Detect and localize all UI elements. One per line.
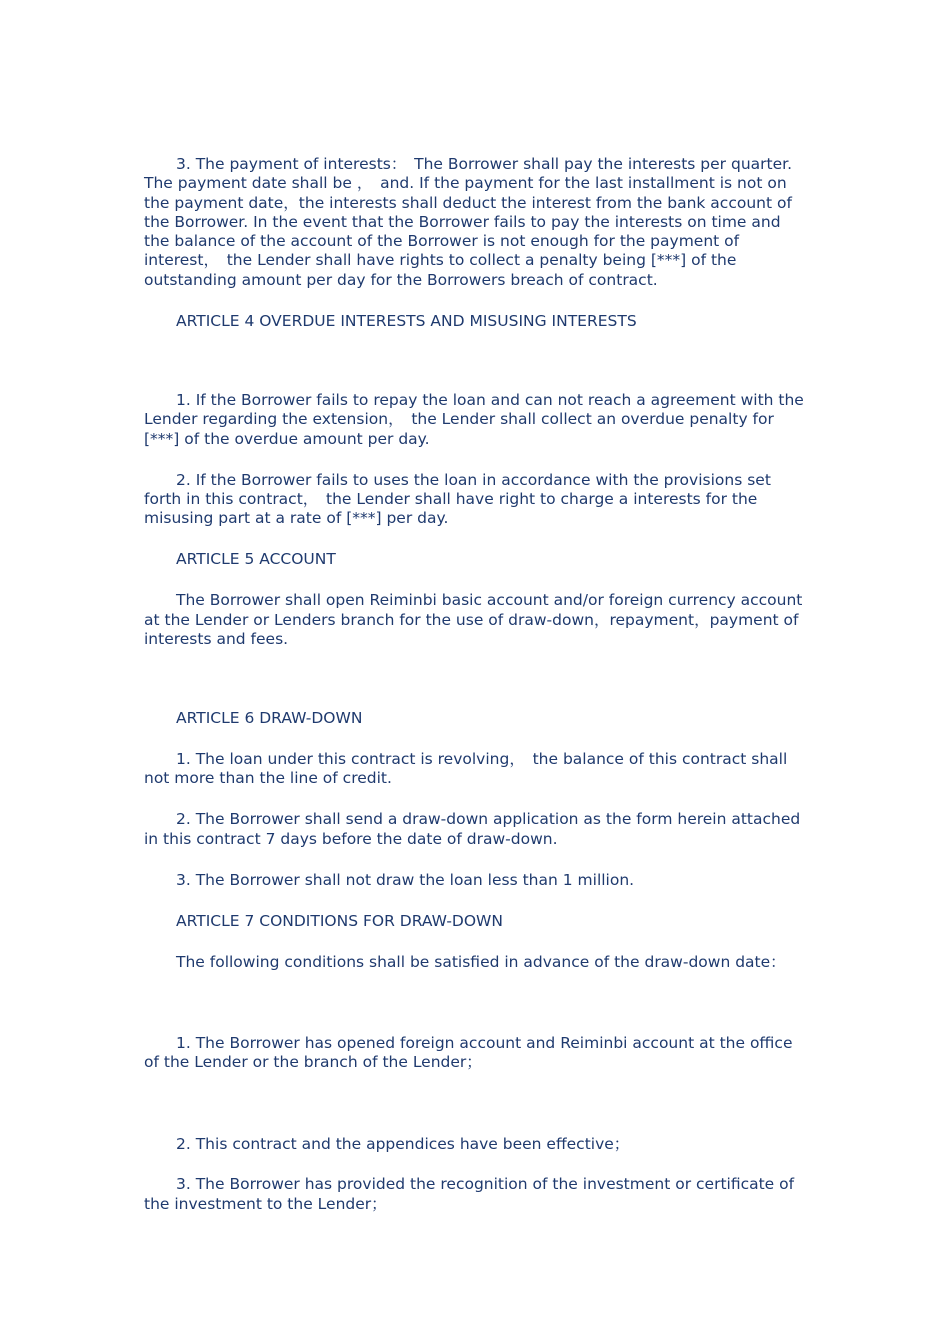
article-5-paragraph-1: The Borrower shall open Reiminbi basic account and/or foreign currency account at the Lender or Lenders branch for the use of draw-down，repayment，payment of interests and fees. [144, 591, 803, 648]
article-6-paragraph-3: 3. The Borrower shall not draw the loan less than 1 million. [176, 870, 635, 889]
article-6-paragraph-1: 1. The loan under this contract is revolving， the balance of this contract shall not more than the line of credit. [144, 750, 788, 788]
article-7-paragraph-3: 3. The Borrower has provided the recognition of the investment or certificate of the investment to the Lender； [144, 1175, 795, 1213]
article-4-paragraph-2: 2. If the Borrower fails to uses the loan in accordance with the provisions set forth in this contract， the Lender shall have right to charge a interests for the misusing part at a rate of [***] per day. [144, 470, 771, 528]
article-7-heading: ARTICLE 7 CONDITIONS FOR DRAW-DOWN [176, 911, 503, 930]
document-body [144, 155, 808, 1236]
article-7-intro: The following conditions shall be satisfied in advance of the draw-down date： [176, 952, 786, 971]
article-4-heading: ARTICLE 4 OVERDUE INTERESTS AND MISUSING INTERESTS [176, 311, 637, 330]
article-4-paragraph-1: 1. If the Borrower fails to repay the loan and can not reach a agreement with the Lender regarding the extension， the Lender shall collect an overdue penalty for [***] of the overdue amount per day. [144, 391, 804, 448]
article-7-paragraph-1: 1. The Borrower has opened foreign account and Reiminbi account at the office of the Lender or the branch of the Lender； [144, 1033, 793, 1072]
paragraph-interest-payment: 3. The payment of interests： The Borrower shall pay the interests per quarter. The payment date shall be ， and. If the payment for the last installment is not on the payment date，the interests shall deduct the interest from the bank account of the Borrower. In the event that the Borrower fails to pay the interests on time and the balance of the account of the Borrower is not enough for the payment of interest， the Lender shall have rights to collect a penalty being [***] of the outstanding amount per day for the Borrowers breach of contract. [144, 155, 793, 289]
article-5-heading: ARTICLE 5 ACCOUNT [176, 550, 336, 569]
article-7-paragraph-2: 2. This contract and the appendices have been effective； [176, 1134, 630, 1153]
article-6-paragraph-2: 2. The Borrower shall send a draw-down application as the form herein attached in this contract 7 days before the date of draw-down. [144, 810, 801, 848]
article-6-heading: ARTICLE 6 DRAW-DOWN [176, 709, 363, 728]
